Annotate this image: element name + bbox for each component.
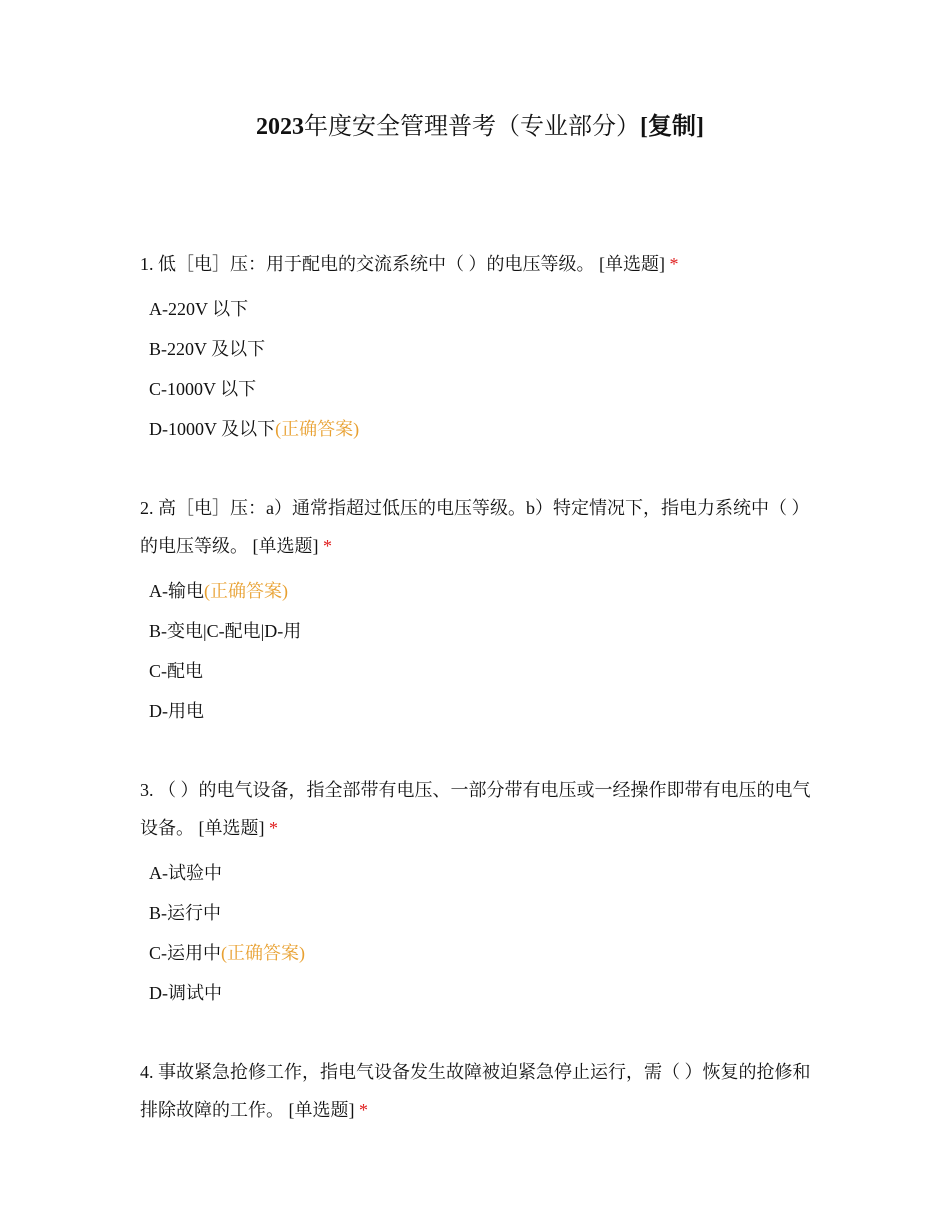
option-label: C-配电: [149, 661, 203, 681]
option-label: C-运用中: [149, 943, 221, 963]
option-d[interactable]: [140, 409, 820, 449]
question-text: [140, 489, 815, 565]
question-type-label: [单选题]: [252, 536, 319, 556]
option-label: A-220V 以下: [149, 299, 249, 319]
title-copy-tag: [复制]: [640, 114, 704, 140]
question-type-label: [单选题]: [198, 818, 265, 838]
question-4: [140, 1053, 820, 1129]
question-text: [140, 771, 815, 847]
option-label: D-调试中: [149, 983, 222, 1003]
option-c[interactable]: [140, 651, 820, 691]
option-list: [140, 571, 820, 731]
question-text: [140, 1053, 815, 1129]
option-b[interactable]: [140, 893, 820, 933]
option-b[interactable]: [140, 329, 820, 369]
option-label: B-运行中: [149, 903, 221, 923]
question-1: [140, 245, 820, 449]
option-label: D-1000V 及以下: [149, 419, 276, 439]
option-label: D-用电: [149, 701, 204, 721]
option-a[interactable]: [140, 853, 820, 893]
question-text: [140, 245, 815, 283]
title-main: 年度安全管理普考（专业部分）: [304, 114, 640, 140]
question-stem: 1. 低［电］压：用于配电的交流系统中（ ）的电压等级。: [140, 254, 595, 274]
required-mark: *: [269, 818, 278, 838]
option-label: B-220V 及以下: [149, 339, 266, 359]
correct-answer-label: (正确答案): [204, 581, 288, 601]
option-label: B-变电|C-配电|D-用: [149, 621, 302, 641]
required-mark: *: [669, 254, 679, 274]
correct-answer-label: (正确答案): [221, 943, 305, 963]
page-title: [0, 110, 950, 144]
question-2: [140, 489, 820, 731]
option-label: C-1000V 以下: [149, 379, 257, 399]
question-type-label: [单选题]: [288, 1100, 355, 1120]
title-year: 2023: [256, 114, 304, 140]
option-b[interactable]: [140, 611, 820, 651]
question-stem: 2. 高［电］压：a）通常指超过低压的电压等级。b）特定情况下，指电力系统中（ ）的电压等级。: [140, 498, 810, 556]
required-mark: *: [359, 1100, 368, 1120]
option-list: [140, 853, 820, 1013]
option-c[interactable]: [140, 933, 820, 973]
question-3: [140, 771, 820, 1013]
question-stem: 3. （ ）的电气设备，指全部带有电压、一部分带有电压或一经操作即带有电压的电气设备。: [140, 780, 811, 838]
required-mark: *: [323, 536, 332, 556]
correct-answer-label: (正确答案): [275, 419, 360, 439]
question-list: [140, 245, 820, 1169]
option-label: A-输电: [149, 581, 204, 601]
option-d[interactable]: [140, 973, 820, 1013]
option-a[interactable]: [140, 289, 820, 329]
question-type-label: [单选题]: [599, 254, 665, 274]
option-label: A-试验中: [149, 863, 222, 883]
option-d[interactable]: [140, 691, 820, 731]
option-a[interactable]: [140, 571, 820, 611]
question-stem: 4. 事故紧急抢修工作，指电气设备发生故障被迫紧急停止运行，需（ ）恢复的抢修和排除故障的工作。: [140, 1062, 811, 1120]
option-c[interactable]: [140, 369, 820, 409]
option-list: [140, 289, 820, 449]
